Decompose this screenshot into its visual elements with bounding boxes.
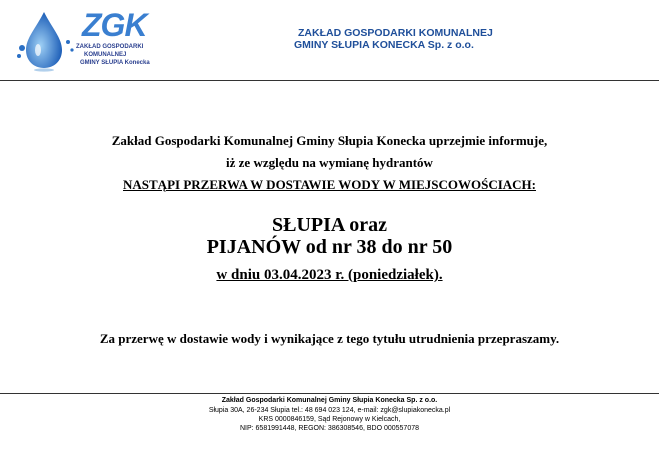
notice-place-range: PIJANÓW od nr 38 do nr 50 xyxy=(206,236,453,258)
company-name-line: GMINY SŁUPIA KONECKA Sp. z o.o. xyxy=(294,39,474,51)
notice-date: w dniu 03.04.2023 r. (poniedziałek). xyxy=(216,267,443,283)
logo-subtitle-line: KOMUNALNEJ xyxy=(84,52,127,58)
footer-address: Słupia 30A, 26-234 Słupia tel.: 48 694 023 124, e-mail: zgk@slupiakonecka.pl xyxy=(208,407,451,414)
logo-wordmark: ZGK xyxy=(82,7,147,43)
zgk-logo xyxy=(14,8,154,72)
notice-intro: Zakład Gospodarki Komunalnej Gminy Słupia Konecka uprzejmie informuje, xyxy=(111,133,548,148)
header-divider xyxy=(0,80,659,81)
footer-registry: KRS 0000846159, Sąd Rejonowy w Kielcach, xyxy=(258,416,401,423)
footer-ids: NIP: 6581991448, REGON: 386308546, BDO 000557078 xyxy=(239,425,420,432)
notice-heading: NASTĄPI PRZERWA W DOSTAWIE WODY W MIEJSCOWOŚCIACH: xyxy=(123,177,536,192)
water-drop-icon xyxy=(14,8,80,72)
company-name xyxy=(294,27,493,51)
logo-subtitle-line: GMINY SŁUPIA Konecka xyxy=(80,60,150,66)
footer-divider xyxy=(0,393,659,394)
footer-company: Zakład Gospodarki Komunalnej Gminy Słupia Konecka Sp. z o.o. xyxy=(221,397,438,404)
notice-place: SŁUPIA oraz xyxy=(272,214,387,236)
company-name-line: ZAKŁAD GOSPODARKI KOMUNALNEJ xyxy=(298,27,493,39)
notice-reason: iż ze względu na wymianę hydrantów xyxy=(226,155,433,170)
notice-apology: Za przerwę w dostawie wody i wynikające z tego tytułu utrudnienia przepraszamy. xyxy=(99,331,560,346)
logo-subtitle-line: ZAKŁAD GOSPODARKI xyxy=(76,44,144,50)
